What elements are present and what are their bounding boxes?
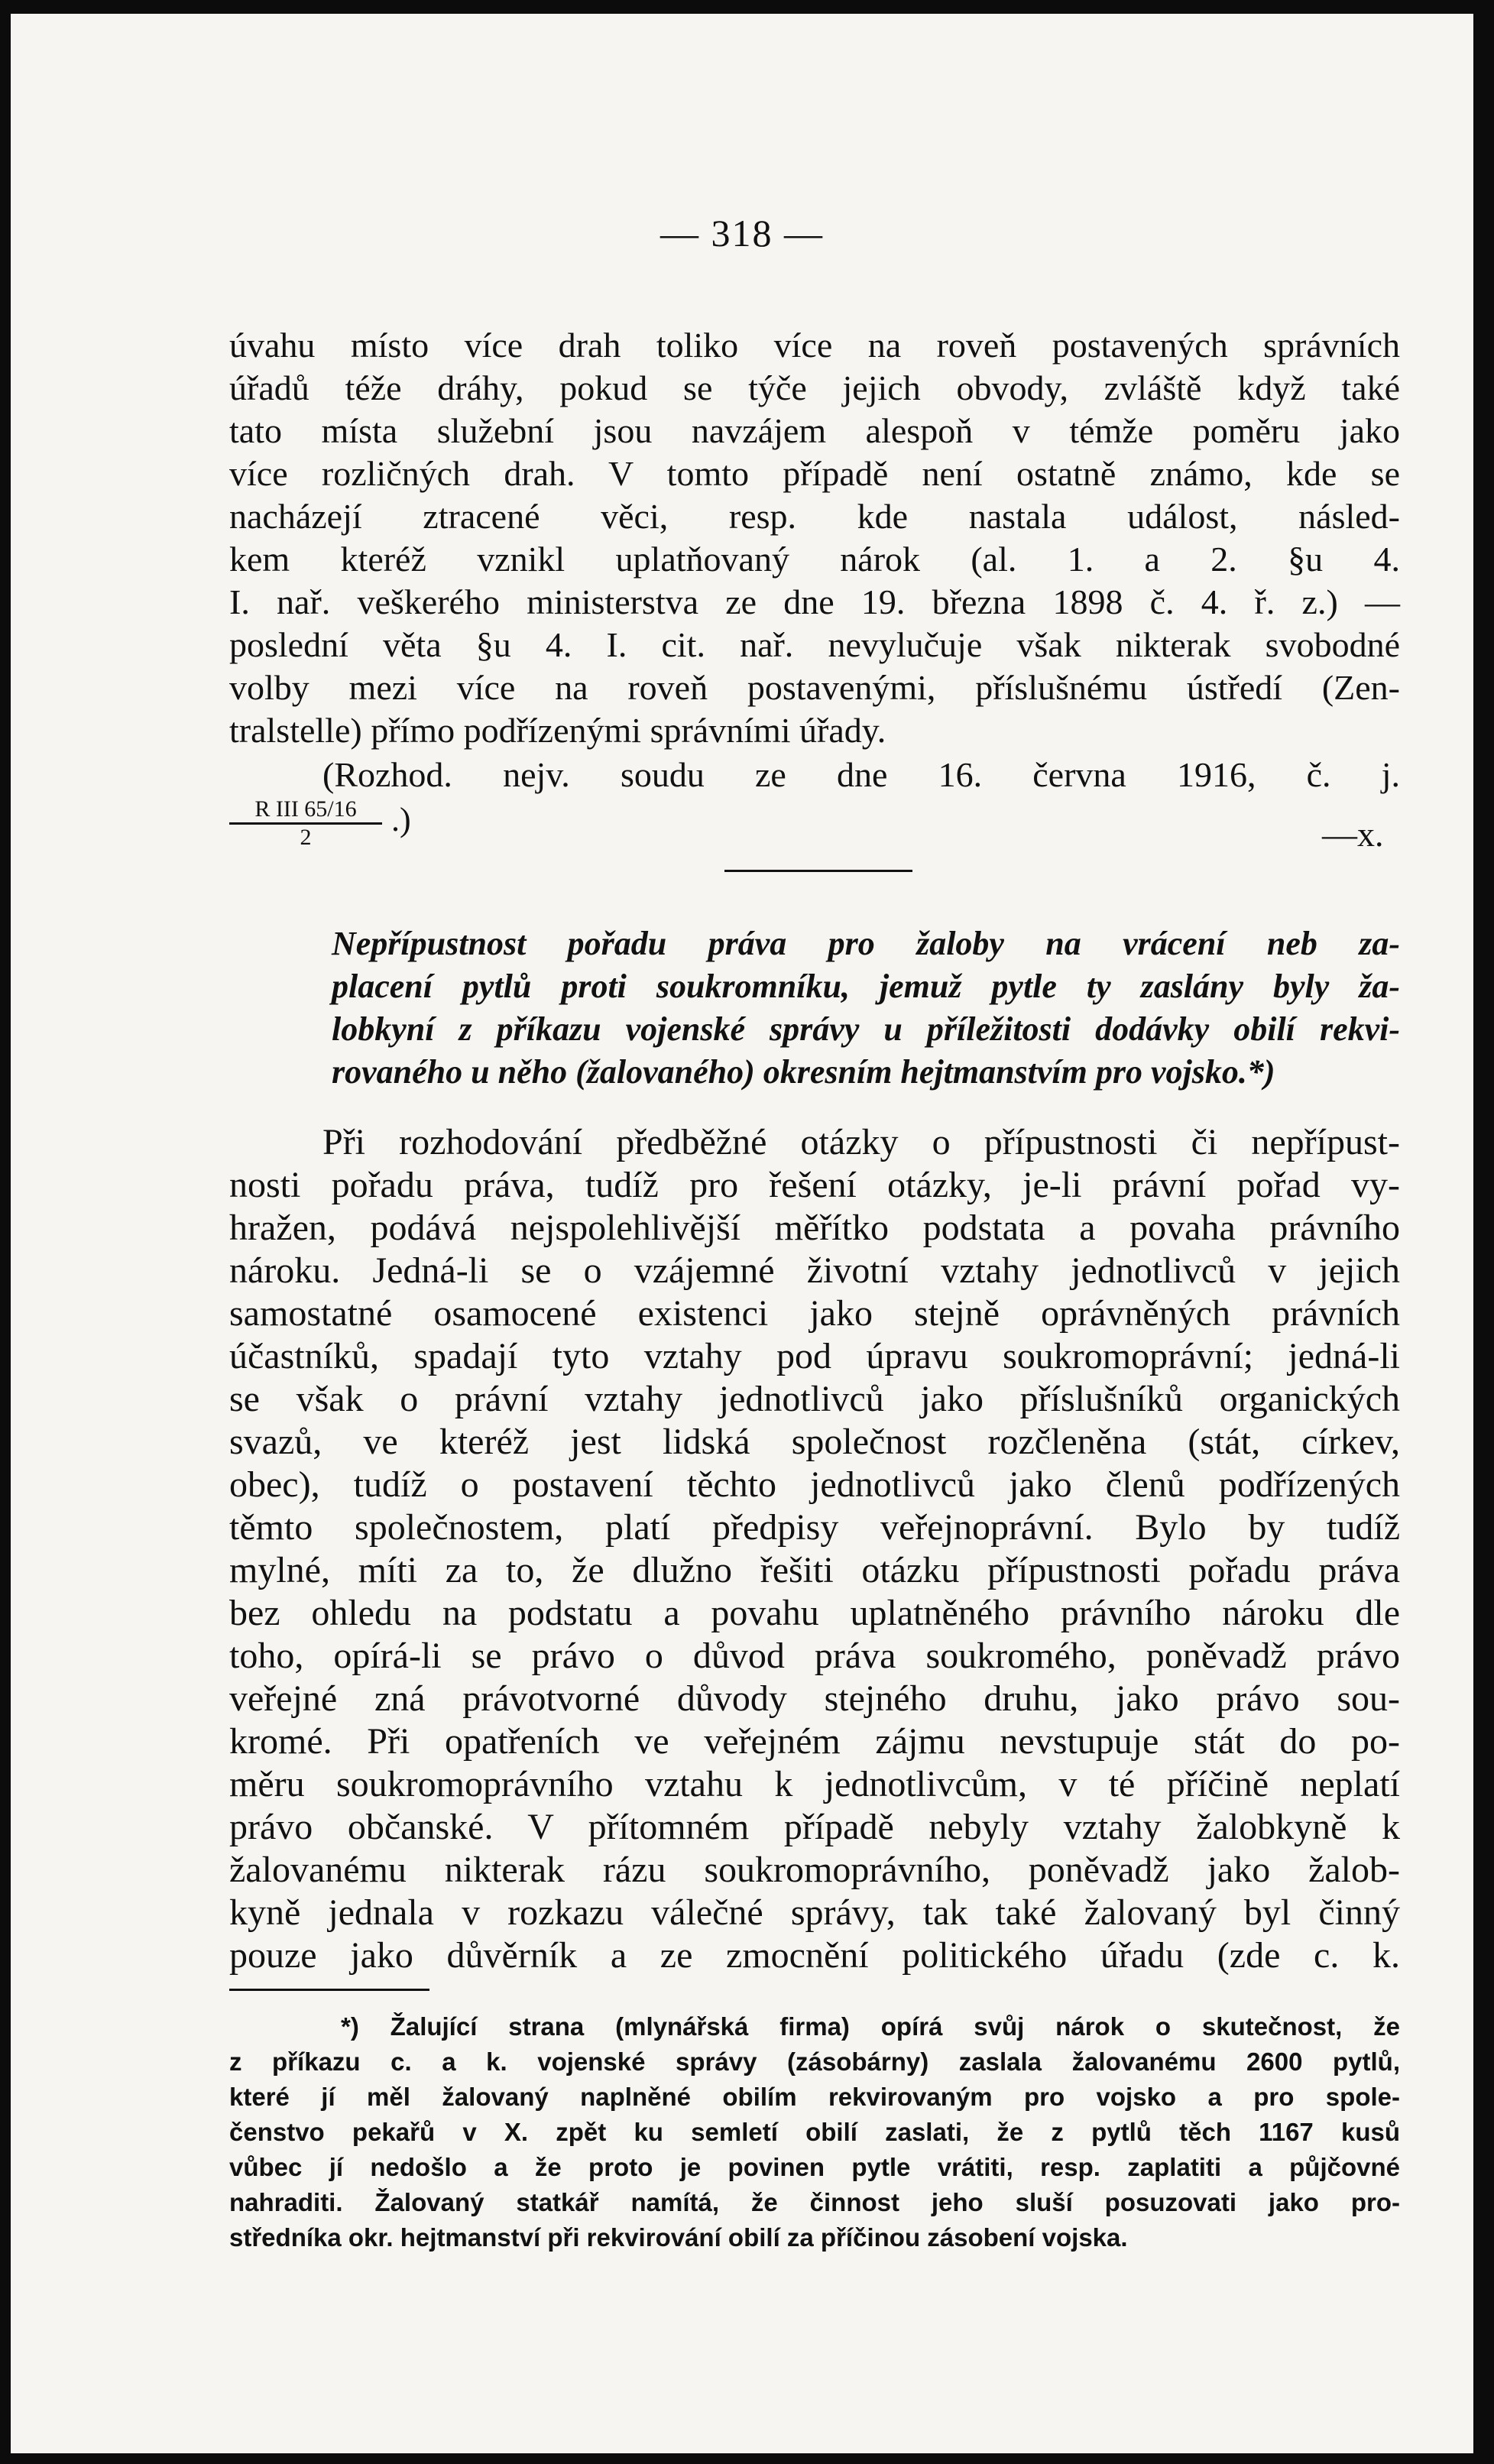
body-line: obec), tudíž o postavení těchto jednotlivců jako členů podřízených: [229, 1464, 1400, 1505]
paragraph-line: nacházejí ztracené věci, resp. kde nastala událost, násled-: [229, 497, 1400, 536]
body-line: nosti pořadu práva, tudíž pro řešení otázky, je-li právní pořad vy-: [229, 1165, 1400, 1205]
body-line: veřejné zná právotvorné důvody stejného druhu, jako právo sou-: [229, 1678, 1400, 1719]
heading-line: Nepřípustnost pořadu práva pro žaloby na vrácení neb za-: [332, 925, 1400, 962]
body-line: kromé. Při opatřeních ve veřejném zájmu nevstupuje stát do po-: [229, 1721, 1400, 1762]
case-number-numerator: R III 65/16: [229, 796, 382, 825]
court-citation: (Rozhod. nejv. soudu ze dne 16. června 1916, č. j.: [322, 755, 1400, 794]
body-line: se však o právní vztahy jednotlivců jako příslušníků organických: [229, 1379, 1400, 1419]
footnote-line: vůbec jí nedošlo a že proto je povinen pytle vrátiti, resp. zaplatiti a půjčovné: [229, 2153, 1400, 2181]
paragraph-line: poslední věta §u 4. I. cit. nař. nevylučuje však nikterak svobodné: [229, 625, 1400, 664]
paragraph-line: více rozličných drah. V tomto případě není ostatně známo, kde se: [229, 454, 1400, 493]
author-initial: —x.: [1322, 815, 1384, 854]
citation-close: .): [391, 801, 411, 838]
section-divider: [724, 870, 912, 872]
paragraph-line: I. nař. veškerého ministerstva ze dne 19. března 1898 č. 4. ř. z.) —: [229, 582, 1400, 621]
case-number-denominator: 2: [300, 825, 312, 850]
body-line: těmto společnostem, platí předpisy veřejnoprávní. Bylo by tudíž: [229, 1507, 1400, 1548]
body-line: toho, opírá-li se právo o důvod práva soukromého, poněvadž právo: [229, 1636, 1400, 1676]
body-line: hražen, podává nejspolehlivější měřítko podstata a povaha právního: [229, 1208, 1400, 1248]
paragraph-line: tralstelle) přímo podřízenými správními úřady.: [229, 711, 886, 750]
paragraph-line: úvahu místo více drah toliko více na roveň postavených správních: [229, 326, 1400, 365]
body-line: účastníků, spadají tyto vztahy pod úpravu soukromoprávní; jedná-li: [229, 1336, 1400, 1376]
footnote-line: středníka okr. hejtmanství při rekvirování obilí za příčinou zásobení vojska.: [229, 2223, 1128, 2252]
paragraph-line: úřadů téže dráhy, pokud se týče jejich obvody, zvláště když také: [229, 368, 1400, 407]
footnote-line: z příkazu c. a k. vojenské správy (zásobárny) zaslala žalovanému 2600 pytlů,: [229, 2047, 1400, 2076]
body-line: pouze jako důvěrník a ze zmocnění politického úřadu (zde c. k.: [229, 1935, 1400, 1976]
body-line: bez ohledu na podstatu a povahu uplatněného právního nároku dle: [229, 1593, 1400, 1633]
body-line: mylné, míti za to, že dlužno řešiti otázku přípustnosti pořadu práva: [229, 1550, 1400, 1590]
heading-line: rovaného u něho (žalovaného) okresním hejtmanstvím pro vojsko.*): [332, 1053, 1275, 1091]
body-line: žalovanému nikterak rázu soukromoprávního, poněvadž jako žalob-: [229, 1850, 1400, 1890]
body-line: samostatné osamocené existenci jako stejně oprávněných právních: [229, 1293, 1400, 1334]
body-line: právo občanské. V přítomném případě nebyly vztahy žalobkyně k: [229, 1807, 1400, 1847]
paragraph-line: volby mezi více na roveň postavenými, příslušnému ústředí (Zen-: [229, 668, 1400, 707]
book-page: [11, 14, 1473, 2453]
body-line: kyně jednala v rozkazu válečné správy, tak také žalovaný byl činný: [229, 1892, 1400, 1933]
page-number: — 318 —: [660, 212, 824, 255]
body-line: měru soukromoprávního vztahu k jednotlivcům, v té příčině neplatí: [229, 1764, 1400, 1804]
paragraph-line: tato místa služební jsou navzájem alespoň v témže poměru jako: [229, 411, 1400, 450]
paragraph-line: kem kteréž vznikl uplatňovaný nárok (al. 1. a 2. §u 4.: [229, 540, 1400, 579]
case-number-fraction: [229, 796, 420, 851]
body-line: nároku. Jedná-li se o vzájemné životní vztahy jednotlivců v jejich: [229, 1250, 1400, 1291]
footnote-rule: [229, 1989, 429, 1991]
body-line: Při rozhodování předběžné otázky o přípustnosti či nepřípust-: [322, 1122, 1400, 1162]
heading-line: placení pytlů proti soukromníku, jemuž pytle ty zaslány byly ža-: [332, 968, 1400, 1005]
heading-line: lobkyní z příkazu vojenské správy u příležitosti dodávky obilí rekvi-: [332, 1010, 1400, 1048]
footnote-line: které jí měl žalovaný naplněné obilím rekvirovaným pro vojsko a pro spole-: [229, 2083, 1400, 2111]
footnote-line: nahraditi. Žalovaný statkář namítá, že činnost jeho sluší posuzovati jako pro-: [229, 2188, 1400, 2216]
footnote-line: *) Žalující strana (mlynářská firma) opírá svůj nárok o skutečnost, že: [341, 2012, 1400, 2041]
footnote-line: čenstvo pekařů v X. zpět ku semletí obilí zaslati, že z pytlů těch 1167 kusů: [229, 2118, 1400, 2146]
body-line: svazů, ve kteréž jest lidská společnost rozčleněna (stát, církev,: [229, 1422, 1400, 1462]
